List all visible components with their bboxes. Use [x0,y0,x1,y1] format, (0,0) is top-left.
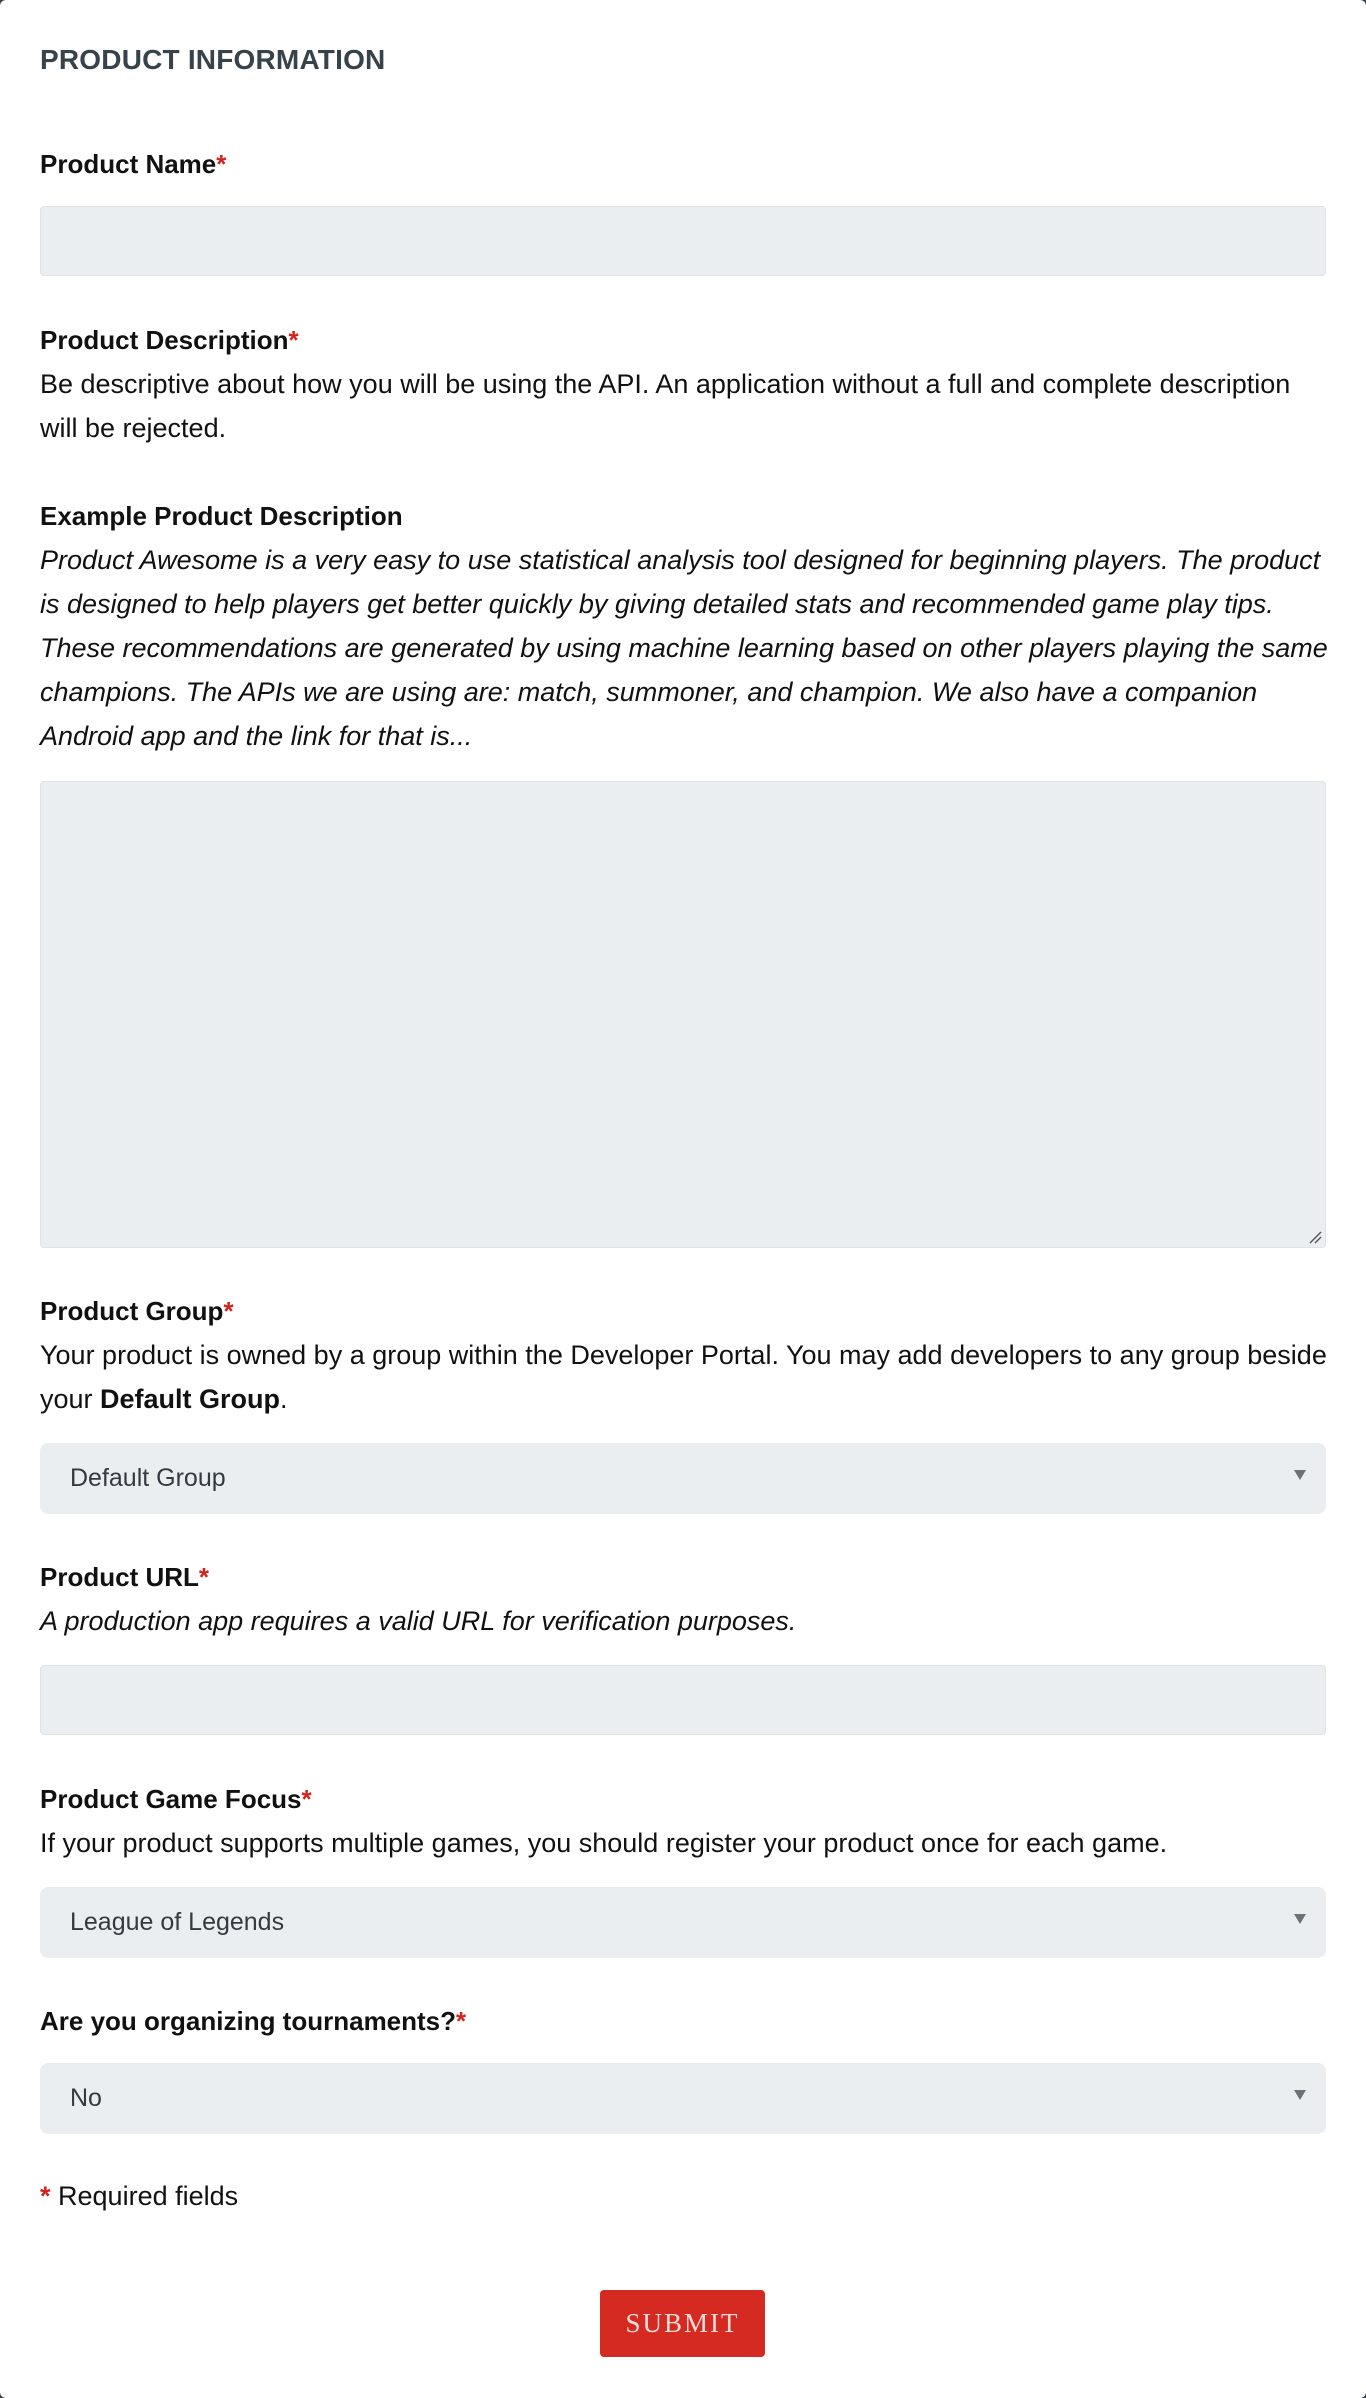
tournaments-label-text: Are you organizing tournaments? [40,2006,457,2036]
product-game-focus-label [40,1782,312,1816]
required-asterisk: * [456,2006,467,2036]
product-name-label [40,147,226,181]
tournaments-select[interactable] [40,2063,1326,2134]
product-group-help-text: Your product is owned by a group within the Developer Portal. You may add developers to any group beside your [40,1340,1327,1414]
product-group-label [40,1294,234,1328]
caret-down-icon [1294,2090,1306,2100]
product-game-focus-select[interactable] [40,1887,1326,1958]
product-description-label [40,323,299,357]
section-title: PRODUCT INFORMATION [40,44,386,75]
product-url-label [40,1560,209,1594]
product-url-label-text: Product URL [40,1562,199,1592]
product-game-focus-label-text: Product Game Focus [40,1784,302,1814]
product-group-select[interactable] [40,1443,1326,1514]
tournaments-selected-value: No [70,2084,102,2112]
required-asterisk: * [223,1296,234,1326]
required-asterisk: * [216,149,227,179]
required-asterisk: * [288,325,299,355]
product-group-help-suffix: . [280,1384,288,1414]
product-url-help: A production app requires a valid URL for verification purposes. [40,1606,797,1636]
product-description-label-text: Product Description [40,325,289,355]
required-fields-note [40,2178,238,2214]
required-asterisk: * [40,2181,51,2211]
product-description-textarea[interactable] [40,781,1326,1248]
product-group-label-text: Product Group [40,1296,224,1326]
product-group-help [40,1333,1330,1421]
product-game-focus-selected-value: League of Legends [70,1908,285,1936]
default-group-emphasis: Default Group [100,1384,281,1414]
product-group-selected-value: Default Group [70,1464,226,1492]
required-asterisk: * [198,1562,210,1592]
submit-button[interactable]: SUBMIT [600,2290,765,2357]
product-name-input[interactable] [40,206,1326,276]
tournaments-label [40,2004,466,2038]
product-name-label-text: Product Name [40,149,217,179]
example-description-label: Example Product Description [40,501,403,531]
required-asterisk: * [301,1784,312,1814]
product-url-input[interactable] [40,1665,1326,1735]
required-fields-text: Required fields [58,2181,239,2211]
example-description-text: Product Awesome is a very easy to use statistical analysis tool designed for beginning players. The product is designed to help players get better quickly by giving detailed stats and recommended game play tips. These recommendations are generated by using machine learning based on other players playing the same champions. The APIs we are using are: match, summoner, and champion. We also have a companion Android app and the link for that is... [40,545,1328,751]
caret-down-icon [1294,1470,1306,1480]
product-description-help: Be descriptive about how you will be using the API. An application without a full and complete description will be rejected. [40,369,1291,443]
caret-down-icon [1294,1914,1306,1924]
product-game-focus-help: If your product supports multiple games, you should register your product once for each game. [40,1828,1168,1858]
